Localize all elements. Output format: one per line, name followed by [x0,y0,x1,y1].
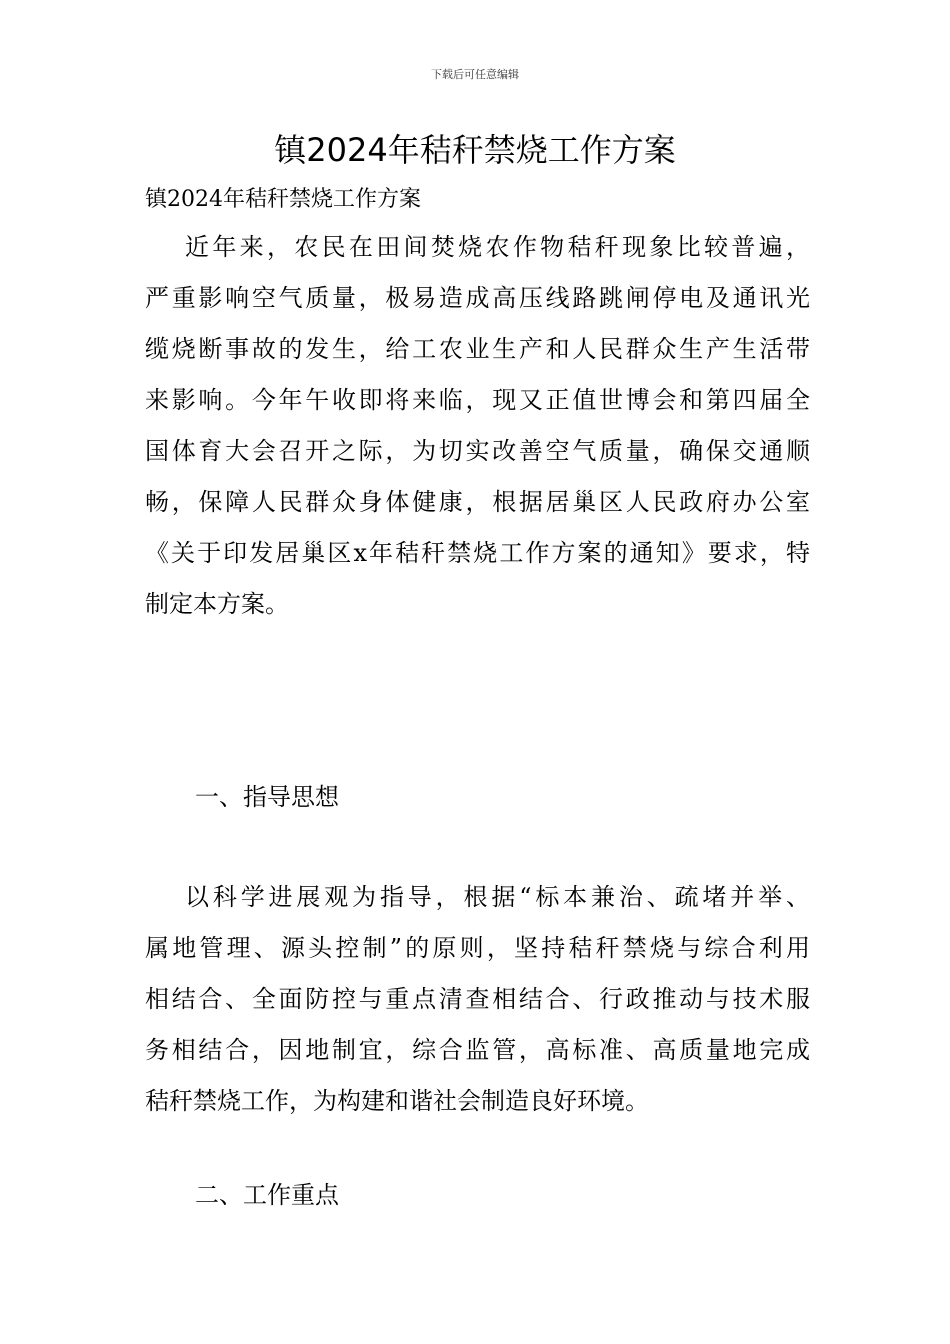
guiding-thought-paragraph [145,872,810,1127]
paragraph-line: 制定本方案。 [145,590,289,618]
paragraph-line: 畅，保障人民群众身体健康，根据居巢区人民政府办公室 [145,488,810,516]
paragraph-line: 严重影响空气质量，极易造成高压线路跳闸停电及通讯光 [145,284,810,312]
paragraph-line: 务相结合，因地制宜，综合监管，高标准、高质量地完成 [145,1036,810,1064]
paragraph-line: 属地管理、源头控制”的原则，坚持秸秆禁烧与综合利用 [145,934,810,962]
section-heading-work-focus: 二、工作重点 [195,1181,339,1209]
document-title: 镇2024年秸秆禁烧工作方案 [274,131,676,169]
paragraph-line: 秸秆禁烧工作，为构建和谐社会制造良好环境。 [145,1087,649,1115]
paragraph-line: 《关于印发居巢区x年秸秆禁烧工作方案的通知》要求，特 [145,539,810,567]
page-header-note: 下载后可任意编辑 [431,68,519,81]
paragraph-line: 以科学进展观为指导，根据“标本兼治、疏堵并举、 [185,883,810,911]
intro-paragraph [145,222,810,630]
paragraph-line: 国体育大会召开之际，为切实改善空气质量，确保交通顺 [145,437,810,465]
paragraph-line: 缆烧断事故的发生，给工农业生产和人民群众生产生活带 [145,335,810,363]
paragraph-line: 来影响。今年午收即将来临，现又正值世博会和第四届全 [145,386,810,414]
section-heading-guiding-thought: 一、指导思想 [195,783,339,811]
document-subtitle: 镇2024年秸秆禁烧工作方案 [145,187,421,212]
paragraph-line: 相结合、全面防控与重点清查相结合、行政推动与技术服 [145,985,810,1013]
paragraph-line: 近年来，农民在田间焚烧农作物秸秆现象比较普遍， [185,233,810,261]
